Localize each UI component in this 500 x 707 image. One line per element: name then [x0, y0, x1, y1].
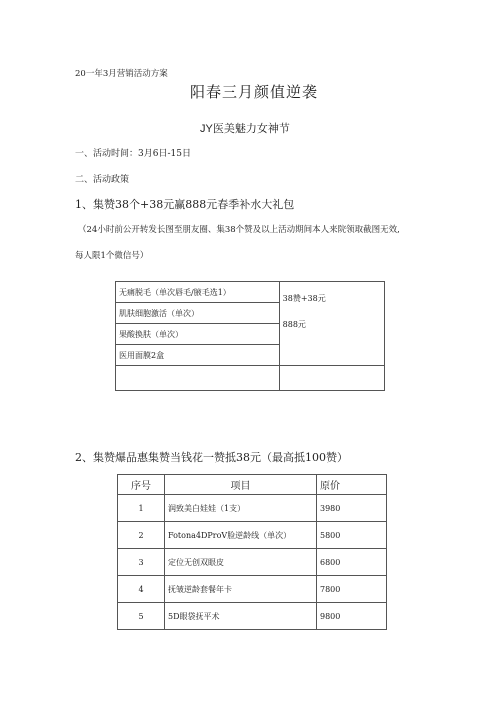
row-price: 7800 — [317, 576, 387, 603]
table-header-row — [118, 475, 387, 495]
document-subtitle: JY医美魅力女神节 — [200, 123, 290, 135]
activity-policy-heading: 二、活动政策 — [75, 175, 130, 185]
row-number: 2 — [118, 522, 165, 549]
row-item: 抚皱逆龄套餐年卡 — [165, 576, 317, 603]
row-number: 5 — [118, 603, 165, 630]
activity-time: 一、活动时间：3月6日-15日 — [75, 149, 191, 159]
discount-items-table — [117, 474, 387, 630]
row-price: 6800 — [317, 549, 387, 576]
table-row — [118, 603, 387, 630]
row-item: 润致美白娃娃（1支） — [165, 495, 317, 522]
table-cell: 肌肤细胞激活（单次） — [116, 303, 280, 324]
row-price: 3980 — [317, 495, 387, 522]
section1-note-line1: （24小时前公开转发长图至朋友圈、集38个赞及以上活动期间本人来院领取截图无效, — [78, 225, 400, 235]
table-row — [116, 282, 385, 303]
document-title: 阳春三月颜值逆袭 — [190, 83, 319, 101]
table-row — [118, 522, 387, 549]
table-cell: 无痛脱毛（单次唇毛/腋毛选1） — [116, 282, 280, 303]
table-cell — [116, 366, 280, 391]
section2-heading: 2、集赞爆品惠集赞当钱花一赞抵38元（最高抵100赞） — [75, 451, 348, 464]
row-price: 5800 — [317, 522, 387, 549]
row-number: 3 — [118, 549, 165, 576]
row-item: 定位无创双眼皮 — [165, 549, 317, 576]
column-header-price: 原价 — [317, 475, 387, 495]
row-item: Fotona4DProV脸逆龄线（单次） — [165, 522, 317, 549]
section1-note-line2: 每人限1个微信号） — [75, 251, 149, 261]
table-cell: 医用面膜2盒 — [116, 345, 280, 366]
column-header-no: 序号 — [118, 475, 165, 495]
price-cell — [279, 282, 384, 366]
column-header-item: 项目 — [165, 475, 317, 495]
section1-heading: 1、集赞38个+38元赢888元春季补水大礼包 — [75, 198, 295, 211]
price-line-2: 888元 — [282, 320, 306, 329]
table-row — [116, 366, 385, 391]
table-row — [118, 576, 387, 603]
table-row — [118, 549, 387, 576]
row-number: 4 — [118, 576, 165, 603]
row-item: 5D眼袋抚平术 — [165, 603, 317, 630]
gift-package-table — [115, 281, 385, 391]
price-line-1: 38赞+38元 — [282, 294, 326, 303]
row-number: 1 — [118, 495, 165, 522]
table-cell: 果酸换肤（单次） — [116, 324, 280, 345]
table-row — [118, 495, 387, 522]
header-note: 20一年3月营销活动方案 — [75, 69, 168, 79]
table-cell — [279, 366, 384, 391]
row-price: 9800 — [317, 603, 387, 630]
